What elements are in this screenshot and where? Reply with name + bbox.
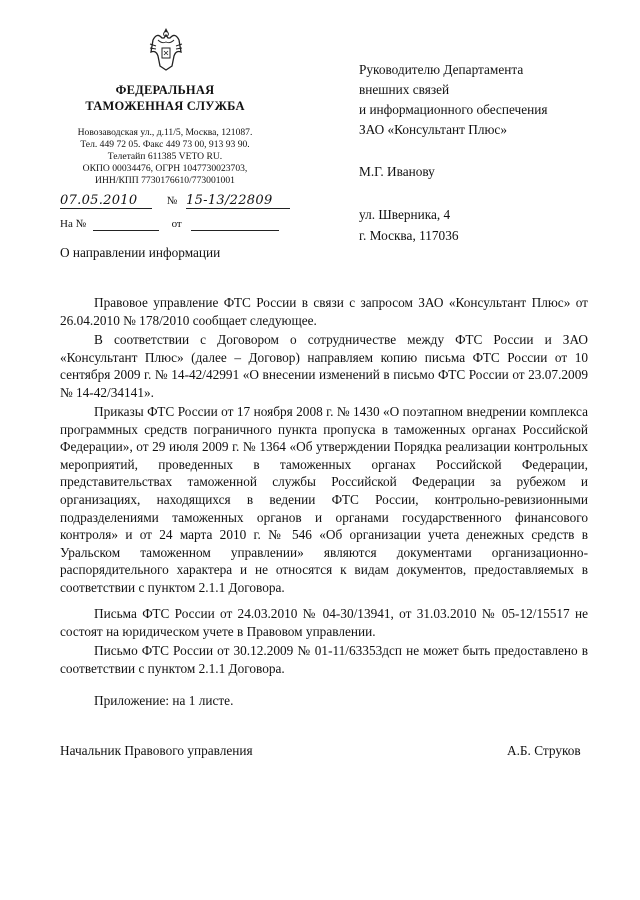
letter-subject: О направлении информации [60,245,221,260]
sender-okpo-ogrn: ОКПО 00034476, ОГРН 1047730023703, [82,163,248,174]
sender-teletype: Телетайп 611385 VETO RU. [107,151,223,162]
registration-number: 15-13/22809 [186,193,290,209]
reference-from-label: от [171,218,182,230]
reference-number-label: На № [60,218,87,230]
reference-date-blank [191,218,279,231]
body-paragraph-2: В соответствии с Договором о сотрудничестве между ФТС России и ЗАО «Консультант Плюс» (далее – Договор) направляем копию письма ФТС России от 10 сентября 2009 г. № 14-42/42991 «О внесении изменений в письмо ФТС России от 23.07.2009 № 14-42/34141». [60,332,588,400]
registration-row [60,193,290,209]
sender-address: Новозаводская ул., д.11/5, Москва, 121087. [77,127,253,138]
body-paragraph-5: Письмо ФТС России от 30.12.2009 № 01-11/63353дсп не может быть предоставлено в соответствии с пунктом 2.1.1 Договора. [60,643,588,676]
coat-of-arms-emblem [148,26,184,72]
body-paragraph-1: Правовое управление ФТС России в связи с запросом ЗАО «Консультант Плюс» от 26.04.2010 № 178/2010 сообщает следующее. [60,295,588,328]
registration-date: 07.05.2010 [60,193,152,209]
addressee-line1: Руководителю Департамента [359,62,524,77]
addressee-name: М.Г. Иванову [359,164,435,179]
signatory-name: А.Б. Струков [507,743,581,758]
sender-inn-kpp: ИНН/КПП 7730176610/773001001 [95,175,235,186]
registration-number-label: № [166,195,178,207]
body-paragraph-4: Письма ФТС России от 24.03.2010 № 04-30/13941, от 31.03.2010 № 05-12/15517 не состоят на юридическом учете в Правовом управлении. [60,606,588,639]
reference-number-blank [93,218,159,231]
attachment-note: Приложение: на 1 листе. [94,693,234,708]
addressee-line3: и информационного обеспечения [359,102,548,117]
org-name-line2: ТАМОЖЕННАЯ СЛУЖБА [85,99,245,113]
addressee-street: ул. Шверника, 4 [359,207,451,222]
body-paragraph-3: Приказы ФТС России от 17 ноября 2008 г. № 1430 «О поэтапном внедрении комплекса программных средств пограничного пункта пропуска в таможенных органах Российской Федерации», от 29 июля 2009 г. № 1364 «Об утверждении Порядка реализации контрольных мероприятий, проведенных в таможенных органах Российской Федерации, представительствах таможенной службы Российской Федерации за рубежом и организациях, находящихся в ведении ФТС России, контрольно-ревизионными подразделениями таможенных органов и органами государственного финансового контроля» и от 24 марта 2010 г. № 546 «Об организации учета денежных средств в Уральском таможенном управлении» являются документами организационно-распорядительного характера и не относятся к видам документов, предоставляемых в соответствии с пунктом 2.1.1 Договора. [60,404,588,595]
addressee-line2: внешних связей [359,82,450,97]
addressee-city: г. Москва, 117036 [359,228,459,243]
org-name-line1: ФЕДЕРАЛЬНАЯ [115,83,215,97]
reference-row [60,218,279,231]
signatory-position: Начальник Правового управления [60,743,253,758]
addressee-line4: ЗАО «Консультант Плюс» [359,122,507,137]
sender-phone-fax: Тел. 449 72 05. Факс 449 73 00, 913 93 90. [80,139,250,150]
